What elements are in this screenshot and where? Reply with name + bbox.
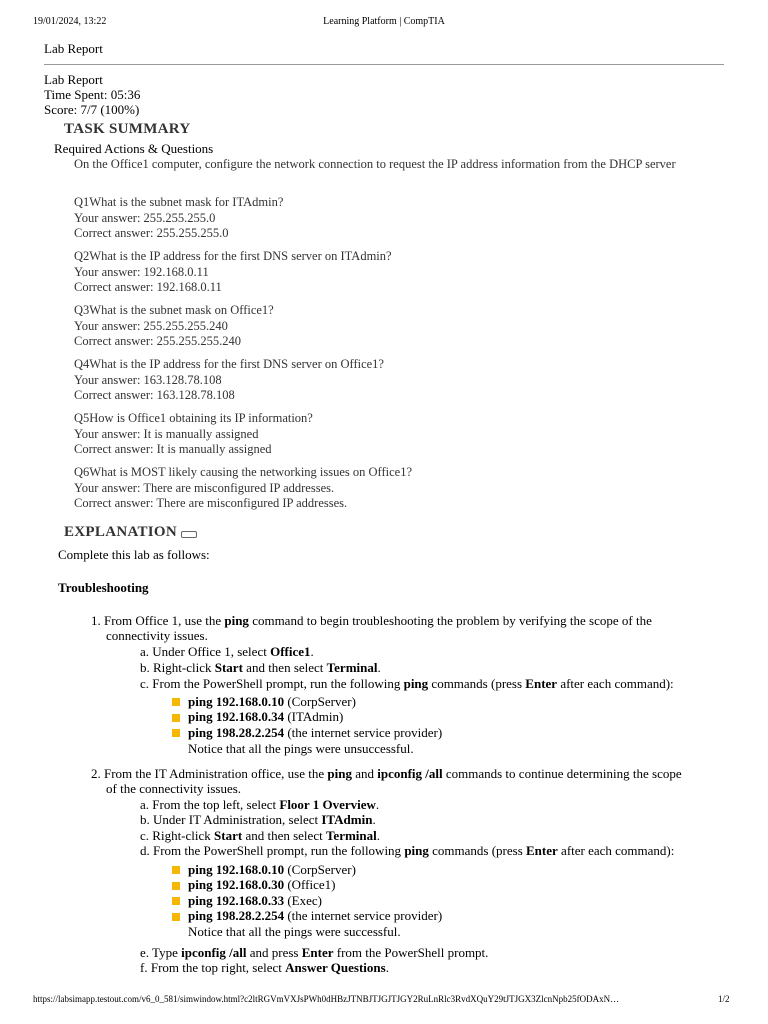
substep-text: and then select	[242, 828, 326, 843]
step-2-line-1	[91, 766, 682, 782]
step-text: and	[351, 766, 378, 781]
explanation-heading-text: EXPLANATION	[64, 524, 178, 540]
substep-end: .	[377, 660, 381, 675]
substep-end: .	[376, 828, 381, 843]
question-block	[74, 303, 274, 350]
substep-text: Type	[152, 945, 182, 960]
substep-end: .	[310, 644, 314, 659]
substep-letter: d.	[140, 843, 150, 858]
step-command: ipconfig /all	[377, 766, 443, 781]
bullet-icon	[172, 698, 180, 706]
substep-end: .	[375, 797, 380, 812]
substep-text: From the top left, select	[152, 797, 280, 812]
substep-letter: b.	[140, 660, 150, 675]
report-title: Lab Report	[44, 41, 103, 56]
substep-letter: c.	[140, 828, 150, 843]
substep-bold: Start	[214, 660, 243, 675]
step-number: 2.	[91, 766, 101, 781]
substep-text: from the PowerShell prompt.	[333, 945, 489, 960]
substep-bold: Floor 1 Overview	[279, 797, 376, 812]
substep-bold: Terminal	[326, 660, 378, 675]
step-text: From the IT Administration office, use the	[104, 766, 328, 781]
step-1-line-1	[91, 613, 652, 629]
step-command: ping	[327, 766, 352, 781]
your-answer: Your answer: 255.255.255.0	[74, 210, 216, 225]
ping-target: (CorpServer)	[284, 862, 356, 877]
score: Score: 7/7 (100%)	[44, 102, 140, 117]
step-text: command to begin troubleshooting the problem by verifying the scope of the	[248, 613, 652, 628]
substep-text: and then select	[242, 660, 327, 675]
substep-bold: Enter	[301, 945, 334, 960]
substep-end: .	[385, 960, 389, 975]
ping-target: (Office1)	[284, 877, 336, 892]
substep-text: commands (press	[428, 843, 527, 858]
ping-item	[188, 877, 335, 893]
page-number: 1/2	[718, 994, 730, 1004]
correct-answer: Correct answer: 255.255.255.240	[74, 334, 241, 348]
step-command: ping	[224, 613, 249, 628]
substep-letter: c.	[140, 676, 150, 691]
ping-item	[188, 709, 343, 725]
print-page-title: Learning Platform | CompTIA	[323, 16, 445, 27]
ping-target: (the internet service provider)	[284, 908, 443, 923]
time-spent: Time Spent: 05:36	[44, 87, 141, 102]
substep-bold: Answer Questions	[285, 960, 386, 975]
ping-item	[188, 725, 442, 741]
ping-target: (CorpServer)	[284, 694, 356, 709]
substep-text: Right-click	[153, 660, 215, 675]
substep-bold: ping	[404, 843, 429, 858]
substep-bold: ITAdmin	[321, 812, 373, 827]
task-summary-heading: TASK SUMMARY	[64, 121, 191, 137]
task-description: On the Office1 computer, configure the network connection to request the IP address information from the DHCP server	[74, 157, 676, 171]
substep-text: From the PowerShell prompt, run the following	[152, 676, 404, 691]
bullet-icon	[172, 714, 180, 722]
ping-command: ping 198.28.2.254	[188, 725, 285, 740]
substep-letter: a.	[140, 644, 150, 659]
substep-letter: b.	[140, 812, 150, 827]
substep-text: Under IT Administration, select	[153, 812, 322, 827]
print-date: 19/01/2024, 13:22	[33, 16, 107, 27]
substep-text: after each command):	[557, 676, 674, 691]
substep	[140, 828, 380, 844]
bullet-icon	[172, 882, 180, 890]
ping-item	[188, 862, 356, 878]
step-text: commands to continue determining the scope	[442, 766, 682, 781]
substep	[140, 812, 376, 828]
substep	[140, 676, 674, 692]
print-url: https://labsimapp.testout.com/v6_0_581/simwindow.html?c2ltRGVmVXJsPWh0dHBzJTNBJTJGJTJGY2RuLnRlc3RvdXQuY29tJTJGX3ZlcnNpb25fODAxN…	[33, 994, 620, 1004]
substep	[140, 660, 381, 676]
step-number: 1.	[91, 613, 101, 628]
substep	[140, 797, 379, 813]
ping-command: ping 192.168.0.10	[188, 694, 285, 709]
ping-command: ping 192.168.0.33	[188, 893, 285, 908]
substep-bold: Terminal	[325, 828, 377, 843]
your-answer: Your answer: It is manually assigned	[74, 426, 259, 441]
question-block	[74, 465, 412, 512]
ping-item	[188, 694, 356, 710]
question-text: Q3What is the subnet mask on Office1?	[74, 303, 274, 317]
substep-letter: f.	[140, 960, 148, 975]
substep-text: Right-click	[152, 828, 215, 843]
question-text: Q2What is the IP address for the first DNS server on ITAdmin?	[74, 249, 392, 263]
substep-bold: ping	[403, 676, 429, 691]
ping-target: (Exec)	[284, 893, 322, 908]
report-subtitle: Lab Report	[44, 72, 103, 87]
question-text: Q6What is MOST likely causing the networking issues on Office1?	[74, 465, 413, 479]
notice-text: Notice that all the pings were successful.	[188, 924, 401, 939]
question-block	[74, 357, 384, 404]
ping-command: ping 192.168.0.10	[188, 862, 285, 877]
ping-command: ping 192.168.0.30	[188, 877, 285, 892]
substep-bold: ipconfig /all	[181, 945, 247, 960]
correct-answer: Correct answer: 255.255.255.0	[74, 226, 229, 240]
substep	[140, 644, 314, 660]
your-answer: Your answer: There are misconfigured IP addresses.	[74, 480, 335, 495]
question-block	[74, 411, 313, 458]
bullet-icon	[172, 729, 180, 737]
divider	[44, 64, 724, 65]
substep	[140, 843, 674, 859]
ping-target: (ITAdmin)	[284, 709, 344, 724]
substep-text: after each command):	[557, 843, 675, 858]
substep-text: commands (press	[428, 676, 526, 691]
question-text: Q5How is Office1 obtaining its IP information?	[74, 411, 313, 425]
step-1-line-2: connectivity issues.	[106, 628, 208, 643]
explanation-heading	[64, 524, 197, 541]
your-answer: Your answer: 255.255.255.240	[74, 318, 228, 333]
substep-end: .	[372, 812, 376, 827]
substep-text: From the top right, select	[150, 960, 286, 975]
ping-command: ping 192.168.0.34	[188, 709, 285, 724]
substep-bold: Office1	[270, 644, 311, 659]
correct-answer: Correct answer: It is manually assigned	[74, 442, 272, 456]
substep-letter: e.	[140, 945, 150, 960]
step-text: From Office 1, use the	[104, 613, 225, 628]
substep-text: Under Office 1, select	[152, 644, 271, 659]
correct-answer: Correct answer: 163.128.78.108	[74, 388, 235, 402]
ping-target: (the internet service provider)	[284, 725, 443, 740]
bullet-icon	[172, 913, 180, 921]
step-2-line-2: of the connectivity issues.	[106, 781, 242, 796]
substep-text: and press	[246, 945, 302, 960]
troubleshooting-heading: Troubleshooting	[58, 580, 149, 595]
question-block	[74, 249, 392, 296]
substep	[140, 960, 389, 976]
correct-answer: Correct answer: There are misconfigured IP addresses.	[74, 496, 348, 510]
substep-letter: a.	[140, 797, 150, 812]
bullet-icon	[172, 866, 180, 874]
substep-bold: Enter	[525, 676, 558, 691]
bullet-icon	[172, 897, 180, 905]
your-answer: Your answer: 192.168.0.11	[74, 264, 209, 279]
explanation-intro: Complete this lab as follows:	[58, 547, 210, 562]
report-meta	[44, 72, 140, 117]
question-text: Q4What is the IP address for the first DNS server on Office1?	[74, 357, 384, 371]
your-answer: Your answer: 163.128.78.108	[74, 372, 222, 387]
substep-bold: Start	[214, 828, 243, 843]
question-text: Q1What is the subnet mask for ITAdmin?	[74, 195, 284, 209]
substep	[140, 945, 488, 961]
ping-command: ping 198.28.2.254	[188, 908, 285, 923]
notice-text: Notice that all the pings were unsuccessful.	[188, 741, 414, 756]
ping-item	[188, 908, 442, 924]
ping-item	[188, 893, 322, 909]
correct-answer: Correct answer: 192.168.0.11	[74, 280, 222, 294]
required-actions-heading: Required Actions & Questions	[54, 141, 214, 156]
question-block	[74, 195, 283, 242]
substep-text: From the PowerShell prompt, run the following	[153, 843, 405, 858]
collapse-toggle-icon[interactable]	[181, 531, 197, 538]
substep-bold: Enter	[526, 843, 558, 858]
